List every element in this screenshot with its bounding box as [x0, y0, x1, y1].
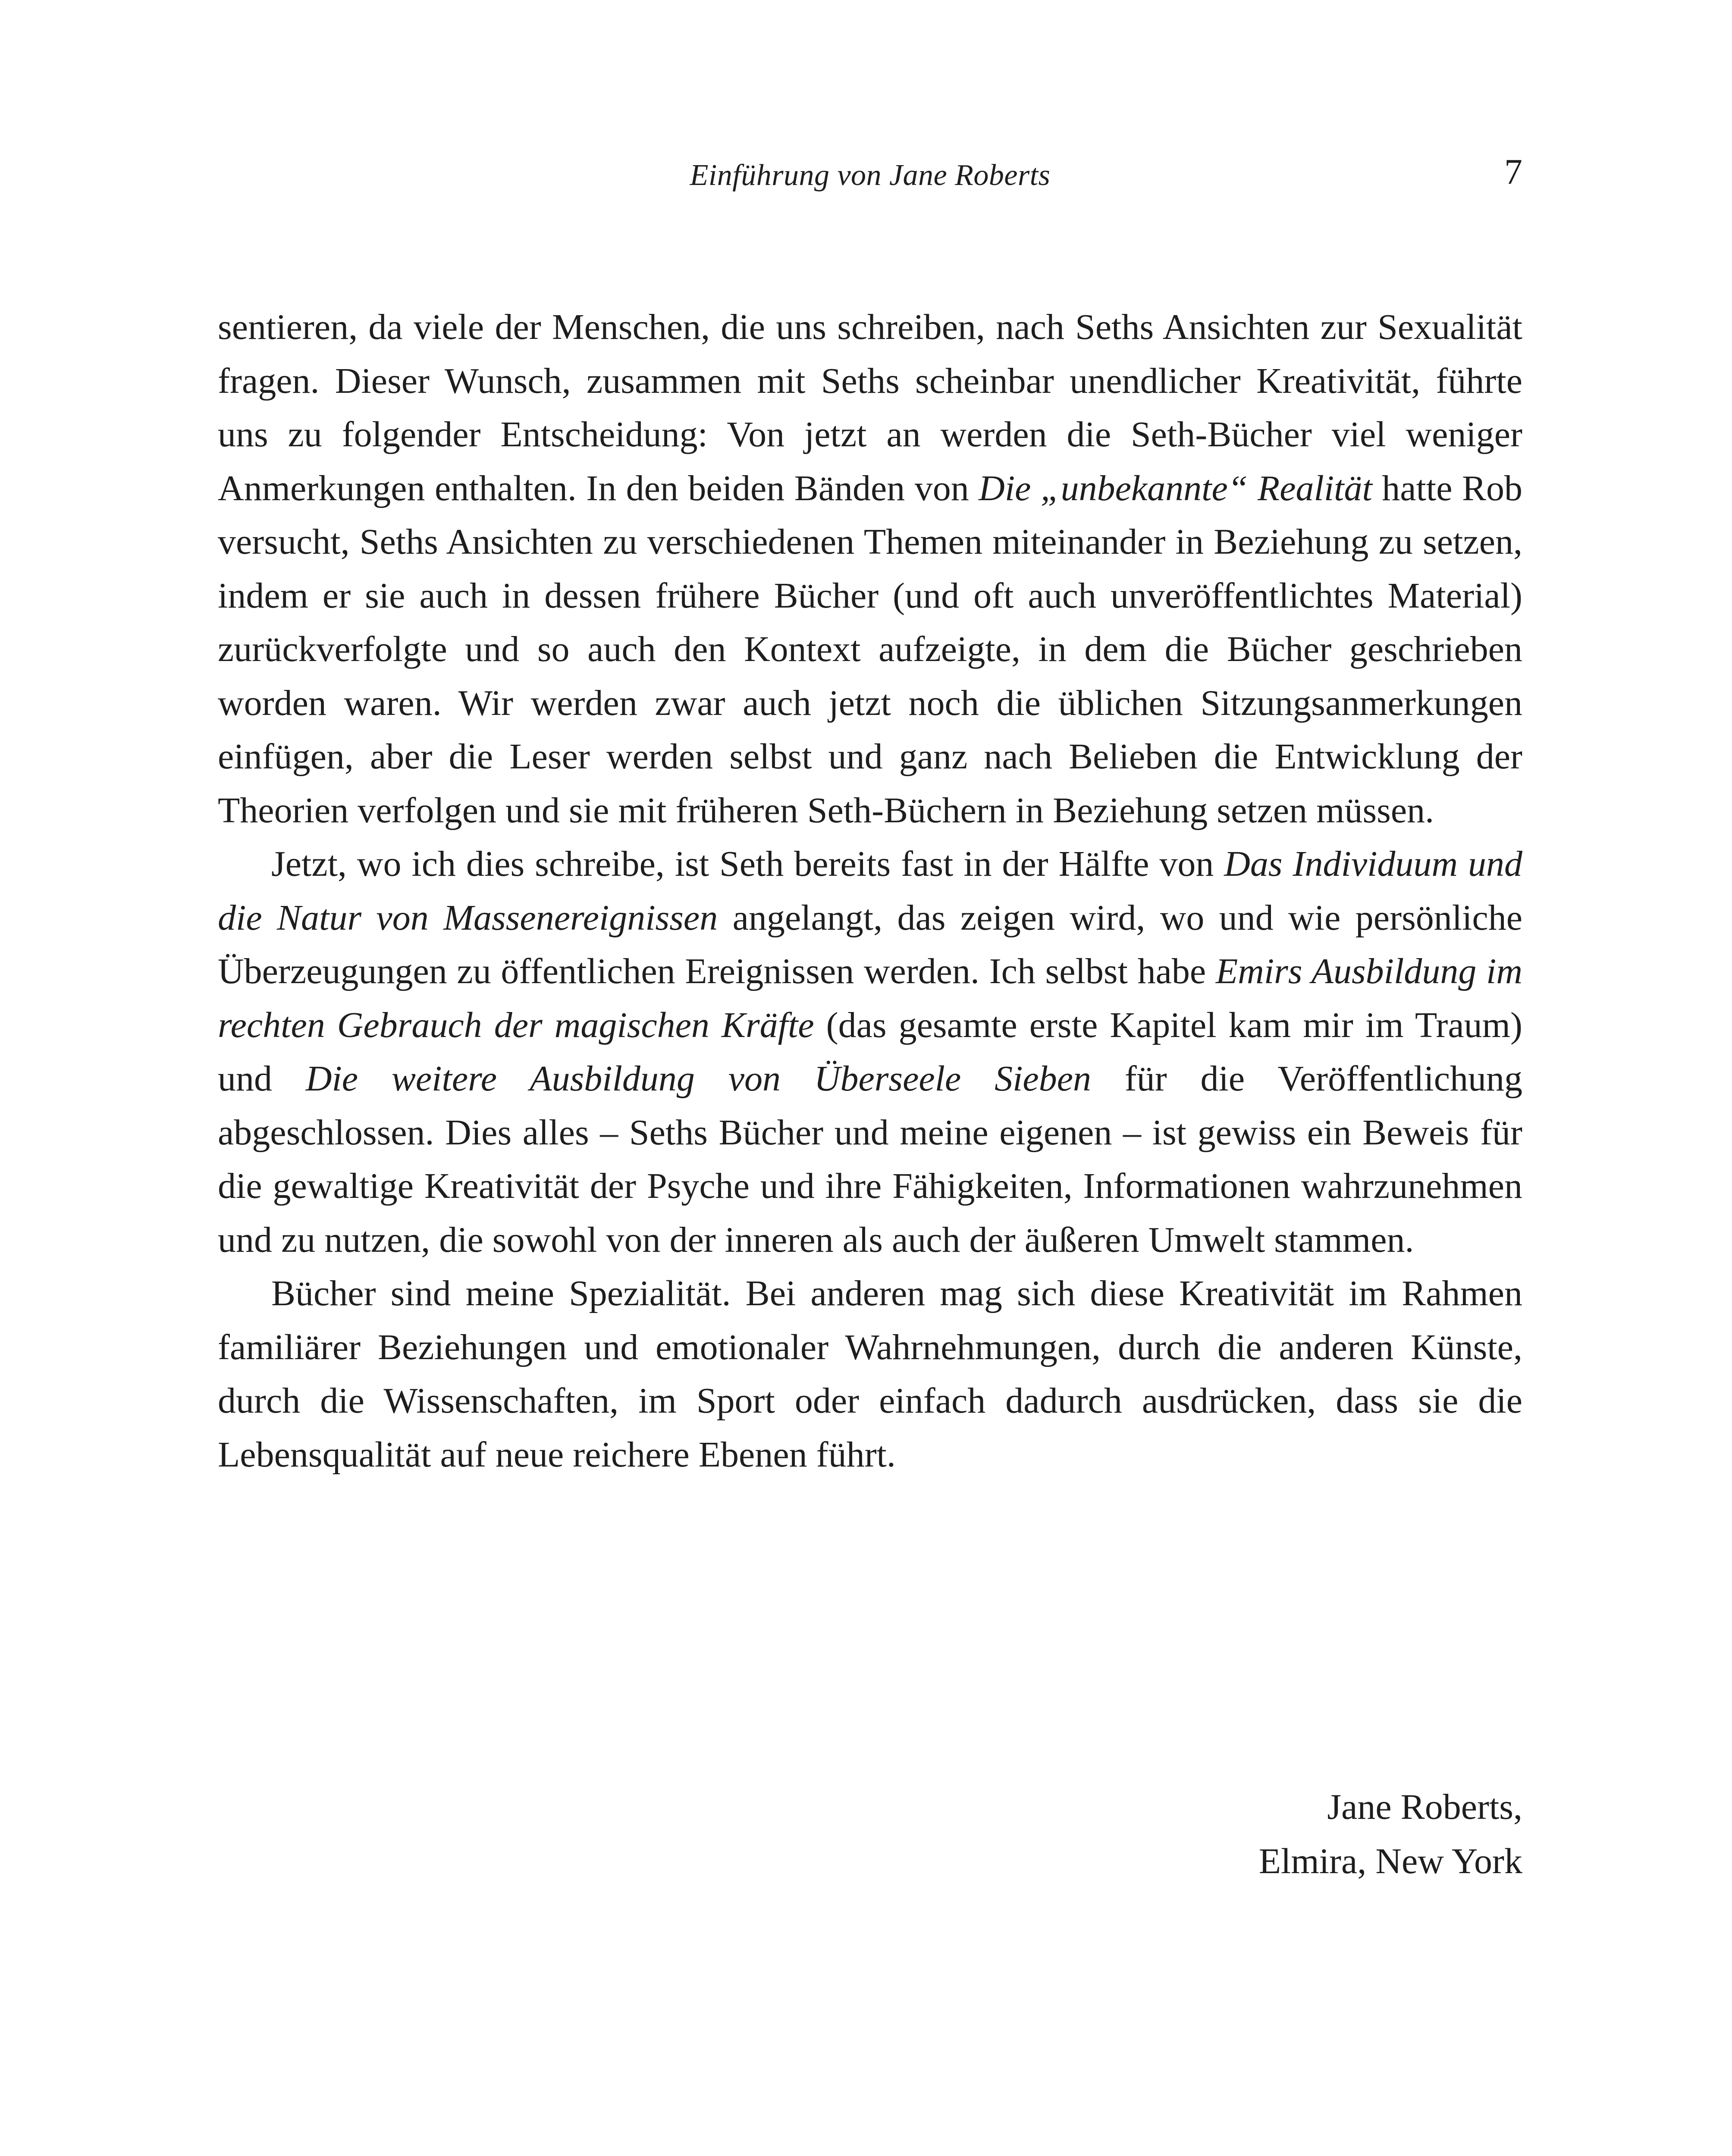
body-text: [218, 301, 1522, 1482]
paragraph-1: [218, 301, 1522, 837]
paragraph-1-text-2: hatte Rob versucht, Seths Ansichten zu verschiedenen Themen miteinander in Beziehung zu setzen, indem er sie auch in dessen frühere Bücher (und oft auch unveröffentlichtes Material) zurückverfolgte und so auch den Kontext aufzeigte, in dem die Bücher geschrieben worden waren. Wir werden zwar auch jetzt noch die üblichen Sitzungsanmerkungen einfügen, aber die Leser werden selbst und ganz nach Belieben die Entwicklung der Theorien verfolgen und sie mit früheren Seth-Büchern in Beziehung setzen müssen.: [218, 468, 1522, 830]
paragraph-2-text-3: (das gesamte erste Kapitel kam mir im Traum) und: [218, 1005, 1522, 1099]
running-header: [218, 152, 1522, 199]
book-title-emir: Emirs Ausbildung im rechten Gebrauch der magischen Kräfte: [218, 951, 1522, 1045]
paragraph-2-text-1: Jetzt, wo ich dies schreibe, ist Seth bereits fast in der Hälfte von: [271, 844, 1224, 884]
page-number: 7: [1504, 152, 1522, 192]
signature-name: Jane Roberts,: [1327, 1787, 1522, 1827]
paragraph-2-text-2: angelangt, das zeigen wird, wo und wie persönliche Überzeugungen zu öffentlichen Ereignissen werden. Ich selbst habe: [218, 897, 1522, 991]
running-title: Einführung von Jane Roberts: [690, 159, 1051, 192]
signature-block: [218, 1780, 1522, 1889]
book-title-ueberseele-sieben: Die weitere Ausbildung von Überseele Sieben: [305, 1059, 1091, 1099]
paragraph-3: Bücher sind meine Spezialität. Bei anderen mag sich diese Kreativität im Rahmen familiärer Beziehungen und emotionaler Wahrnehmungen, durch die anderen Künste, durch die Wissenschaften, im Sport oder einfach dadurch ausdrücken, dass sie die Lebensqualität auf neue reichere Ebenen führt.: [218, 1273, 1522, 1475]
signature-place: Elmira, New York: [1258, 1841, 1522, 1881]
book-title-individuum: Das Individuum und die Natur von Massenereignissen: [218, 844, 1522, 938]
paragraph-2: [218, 837, 1522, 1267]
book-title-unbekannte-realitaet: Die „unbekannte“ Realität: [979, 468, 1372, 508]
paragraph-2-text-4: für die Veröffentlichung abgeschlossen. Dies alles – Seths Bücher und meine eigenen – ist gewiss ein Beweis für die gewaltige Kreativität der Psyche und ihre Fähigkeiten, Informationen wahrzunehmen und zu nutzen, die sowohl von der inneren als auch der äußeren Umwelt stammen.: [218, 1059, 1523, 1260]
paragraph-1-text-1: sentieren, da viele der Menschen, die uns schreiben, nach Seths Ansichten zur Sexualität fragen. Dieser Wunsch, zusammen mit Seths scheinbar unendlicher Kreativität, führte uns zu folgender Entscheidung: Von jetzt an werden die Seth-Bücher viel weniger Anmerkungen enthalten. In den beiden Bänden von: [218, 307, 1522, 508]
